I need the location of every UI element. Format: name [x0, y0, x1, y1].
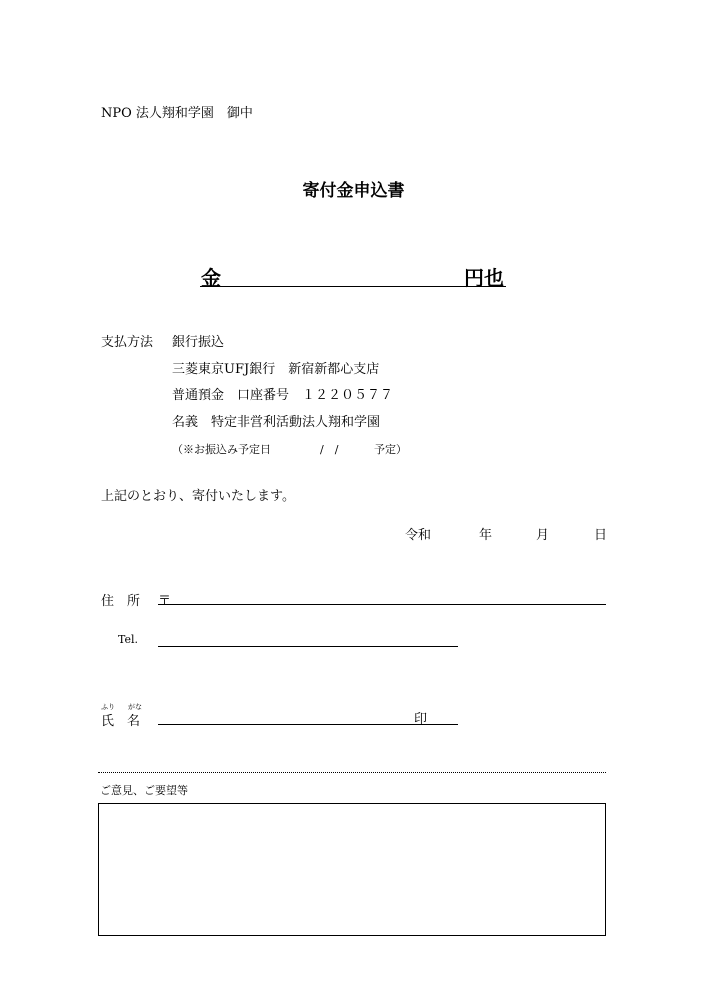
- date-year: 年: [479, 528, 493, 543]
- scheduled-date-suffix: 予定）: [374, 443, 407, 456]
- date-era: 令和: [405, 528, 432, 543]
- account-number: 普通預金 口座番号 １２２０５７７: [172, 388, 394, 403]
- comments-box[interactable]: [98, 803, 606, 936]
- scheduled-date-note: （※お振込み予定日: [172, 443, 271, 456]
- name-field[interactable]: [158, 724, 458, 725]
- statement-text: 上記のとおり、寄付いたします。: [101, 489, 295, 504]
- date-day: 日: [594, 528, 608, 543]
- scheduled-date-field[interactable]: / /: [320, 443, 339, 456]
- page-title: 寄付金申込書: [302, 181, 405, 201]
- tel-field[interactable]: [158, 646, 458, 647]
- bank-name: 三菱東京UFJ銀行 新宿新都心支店: [172, 362, 380, 377]
- address-label: 住 所: [101, 594, 141, 609]
- furigana-ruby-1: ふり: [101, 703, 115, 711]
- furigana-ruby-2: がな: [128, 703, 142, 711]
- address-field[interactable]: [158, 604, 606, 605]
- section-divider: [98, 772, 606, 773]
- amount-field[interactable]: [200, 262, 506, 287]
- account-holder: 名義 特定非営利活動法人翔和学園: [172, 415, 381, 430]
- payment-label: 支払方法: [101, 335, 154, 350]
- date-month: 月: [536, 528, 550, 543]
- comments-label: ご意見、ご要望等: [100, 784, 188, 797]
- tel-label: Tel.: [118, 633, 139, 646]
- amount-suffix: 円也: [464, 266, 504, 290]
- seal-mark: 印: [414, 712, 428, 727]
- name-label: 氏 名: [101, 714, 141, 729]
- payment-method: 銀行振込: [172, 335, 225, 350]
- postal-mark: 〒: [158, 594, 172, 609]
- addressee: NPO 法人翔和学園 御中: [101, 106, 253, 121]
- amount-prefix: 金: [201, 266, 221, 290]
